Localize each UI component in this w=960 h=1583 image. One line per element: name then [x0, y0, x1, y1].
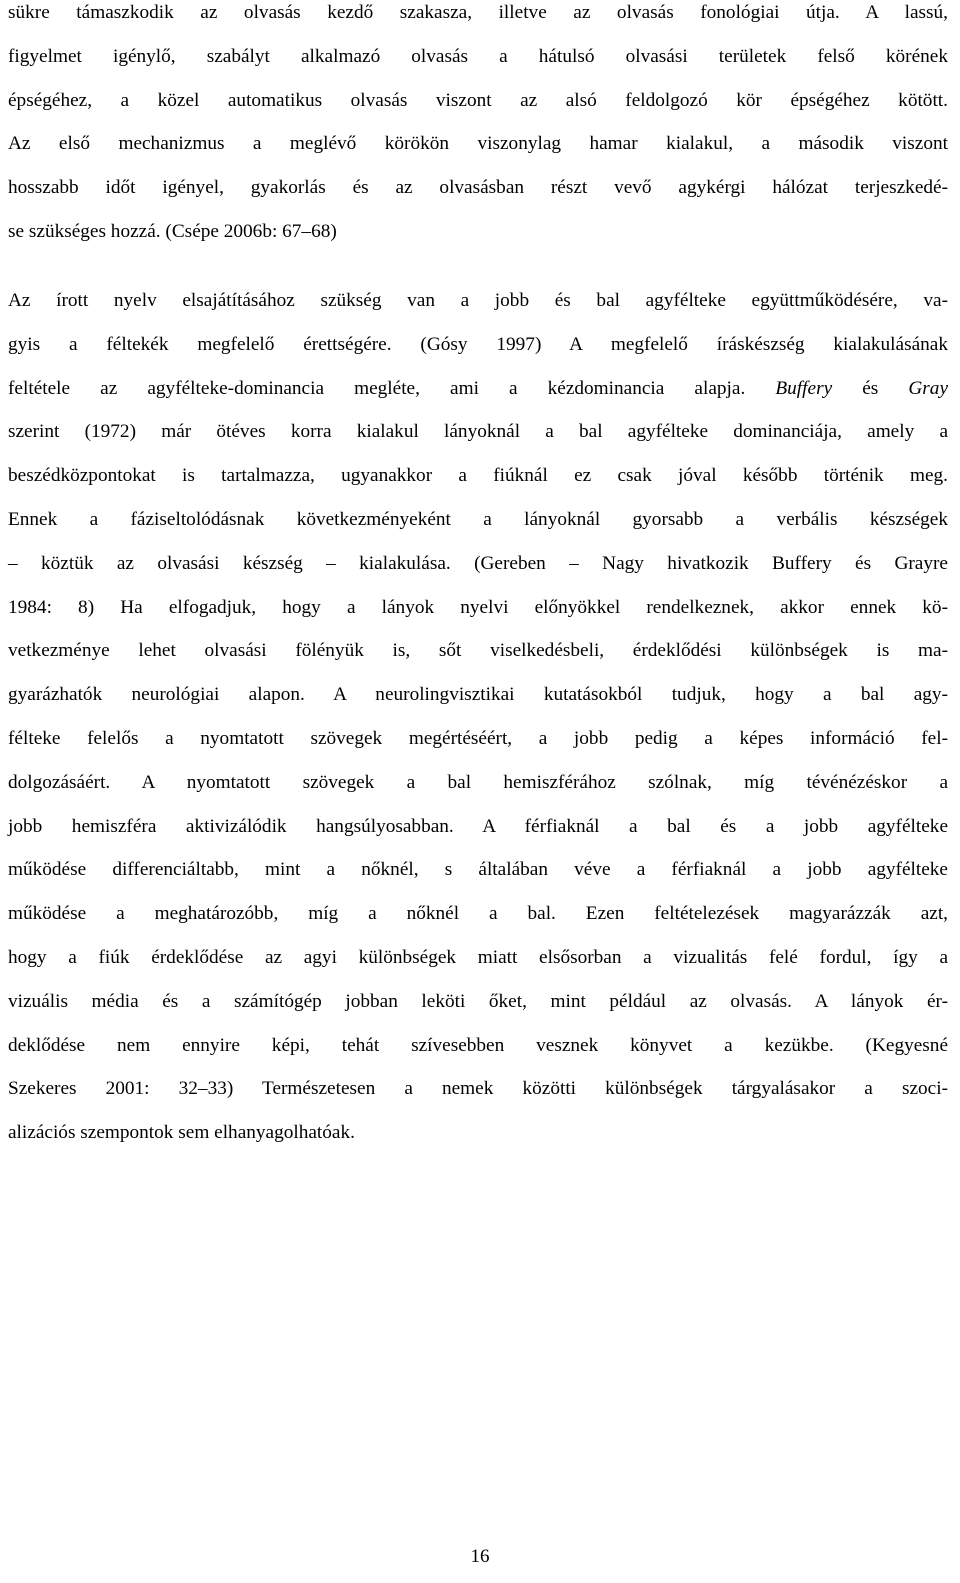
author-name-italic: Buffery [775, 377, 833, 399]
page-number: 16 [470, 1546, 490, 1567]
text-line: Szekeres 2001: 32–33) Természetesen a nemek közötti különbségek tárgyalásakor a szoci- [8, 1078, 948, 1100]
text-line: hogy a fiúk érdeklődése az agyi különbségek miatt elsősorban a vizualitás felé fordul, így a [8, 946, 948, 968]
text-line: Ennek a fáziseltolódásnak következményeként a lányoknál gyorsabb a verbális készségek [8, 508, 948, 530]
author-name-italic: Gray [908, 377, 949, 399]
text-line: működése differenciáltabb, mint a nőknél, s általában véve a férfiaknál a jobb agyfélteke [8, 859, 948, 881]
text-line: beszédközpontokat is tartalmazza, ugyanakkor a fiúknál ez csak jóval később történik meg. [8, 465, 948, 487]
text-line: Az első mechanizmus a meglévő körökön viszonylag hamar kialakul, a második viszont [8, 133, 948, 155]
text-run: és [832, 377, 909, 399]
text-line: jobb hemiszféra aktivizálódik hangsúlyosabban. A férfiaknál a bal és a jobb agyfélteke [8, 815, 948, 837]
text-line: – köztük az olvasási készség – kialakulása. (Gereben – Nagy hivatkozik Buffery és Grayre [8, 552, 948, 574]
text-line: se szükséges hozzá. (Csépe 2006b: 67–68) [8, 220, 337, 242]
text-line: Az írott nyelv elsajátításához szükség van a jobb és bal agyfélteke együttműködésére, va- [8, 290, 948, 311]
text-line: gyarázhatók neurológiai alapon. A neurolingvisztikai kutatásokból tudjuk, hogy a bal agy- [8, 684, 948, 706]
text-run: feltétele az agyfélteke-dominancia megléte, ami a kézdominancia alapja. [8, 377, 776, 399]
text-line [8, 367, 948, 411]
paragraph-reading-mechanisms [8, 0, 948, 254]
text-line: vetkezménye lehet olvasási fölényük is, sőt viselkedésbeli, érdeklődési különbségek is ma- [8, 640, 948, 662]
text-line: dolgozásáért. A nyomtatott szövegek a bal hemiszférához szólnak, míg tévénézéskor a [8, 771, 948, 793]
text-line: hosszabb időt igényel, gyakorlás és az olvasásban részt vevő agykérgi hálózat terjeszkedé- [8, 177, 948, 199]
text-line: gyis a féltekék megfelelő érettségére. (Gósy 1997) A megfelelő íráskészség kialakulásának [8, 333, 948, 355]
text-line: sükre támaszkodik az olvasás kezdő szakasza, illetve az olvasás fonológiai útja. A lassú, [8, 2, 948, 23]
paragraph-hemisphere-dominance [8, 279, 948, 1155]
text-line: vizuális média és a számítógép jobban leköti őket, mint például az olvasás. A lányok ér- [8, 990, 948, 1012]
text-line: figyelmet igénylő, szabályt alkalmazó olvasás a hátulsó olvasási területek felső körének [8, 45, 948, 67]
text-line: 1984: 8) Ha elfogadjuk, hogy a lányok nyelvi előnyökkel rendelkeznek, akkor ennek kö- [8, 596, 948, 618]
text-line: alizációs szempontok sem elhanyagolhatóak. [8, 1122, 355, 1144]
text-line: félteke felelős a nyomtatott szövegek megértéséért, a jobb pedig a képes információ fel- [8, 727, 948, 749]
text-line: épségéhez, a közel automatikus olvasás viszont az alsó feldolgozó kör épségéhez kötött. [8, 89, 948, 111]
text-line: működése a meghatározóbb, míg a nőknél a bal. Ezen feltételezések magyarázzák azt, [8, 903, 948, 925]
text-line: szerint (1972) már ötéves korra kialakul lányoknál a bal agyfélteke dominanciája, amely a [8, 421, 948, 443]
text-line: deklődése nem ennyire képi, tehát szívesebben vesznek könyvet a kezükbe. (Kegyesné [8, 1034, 948, 1056]
